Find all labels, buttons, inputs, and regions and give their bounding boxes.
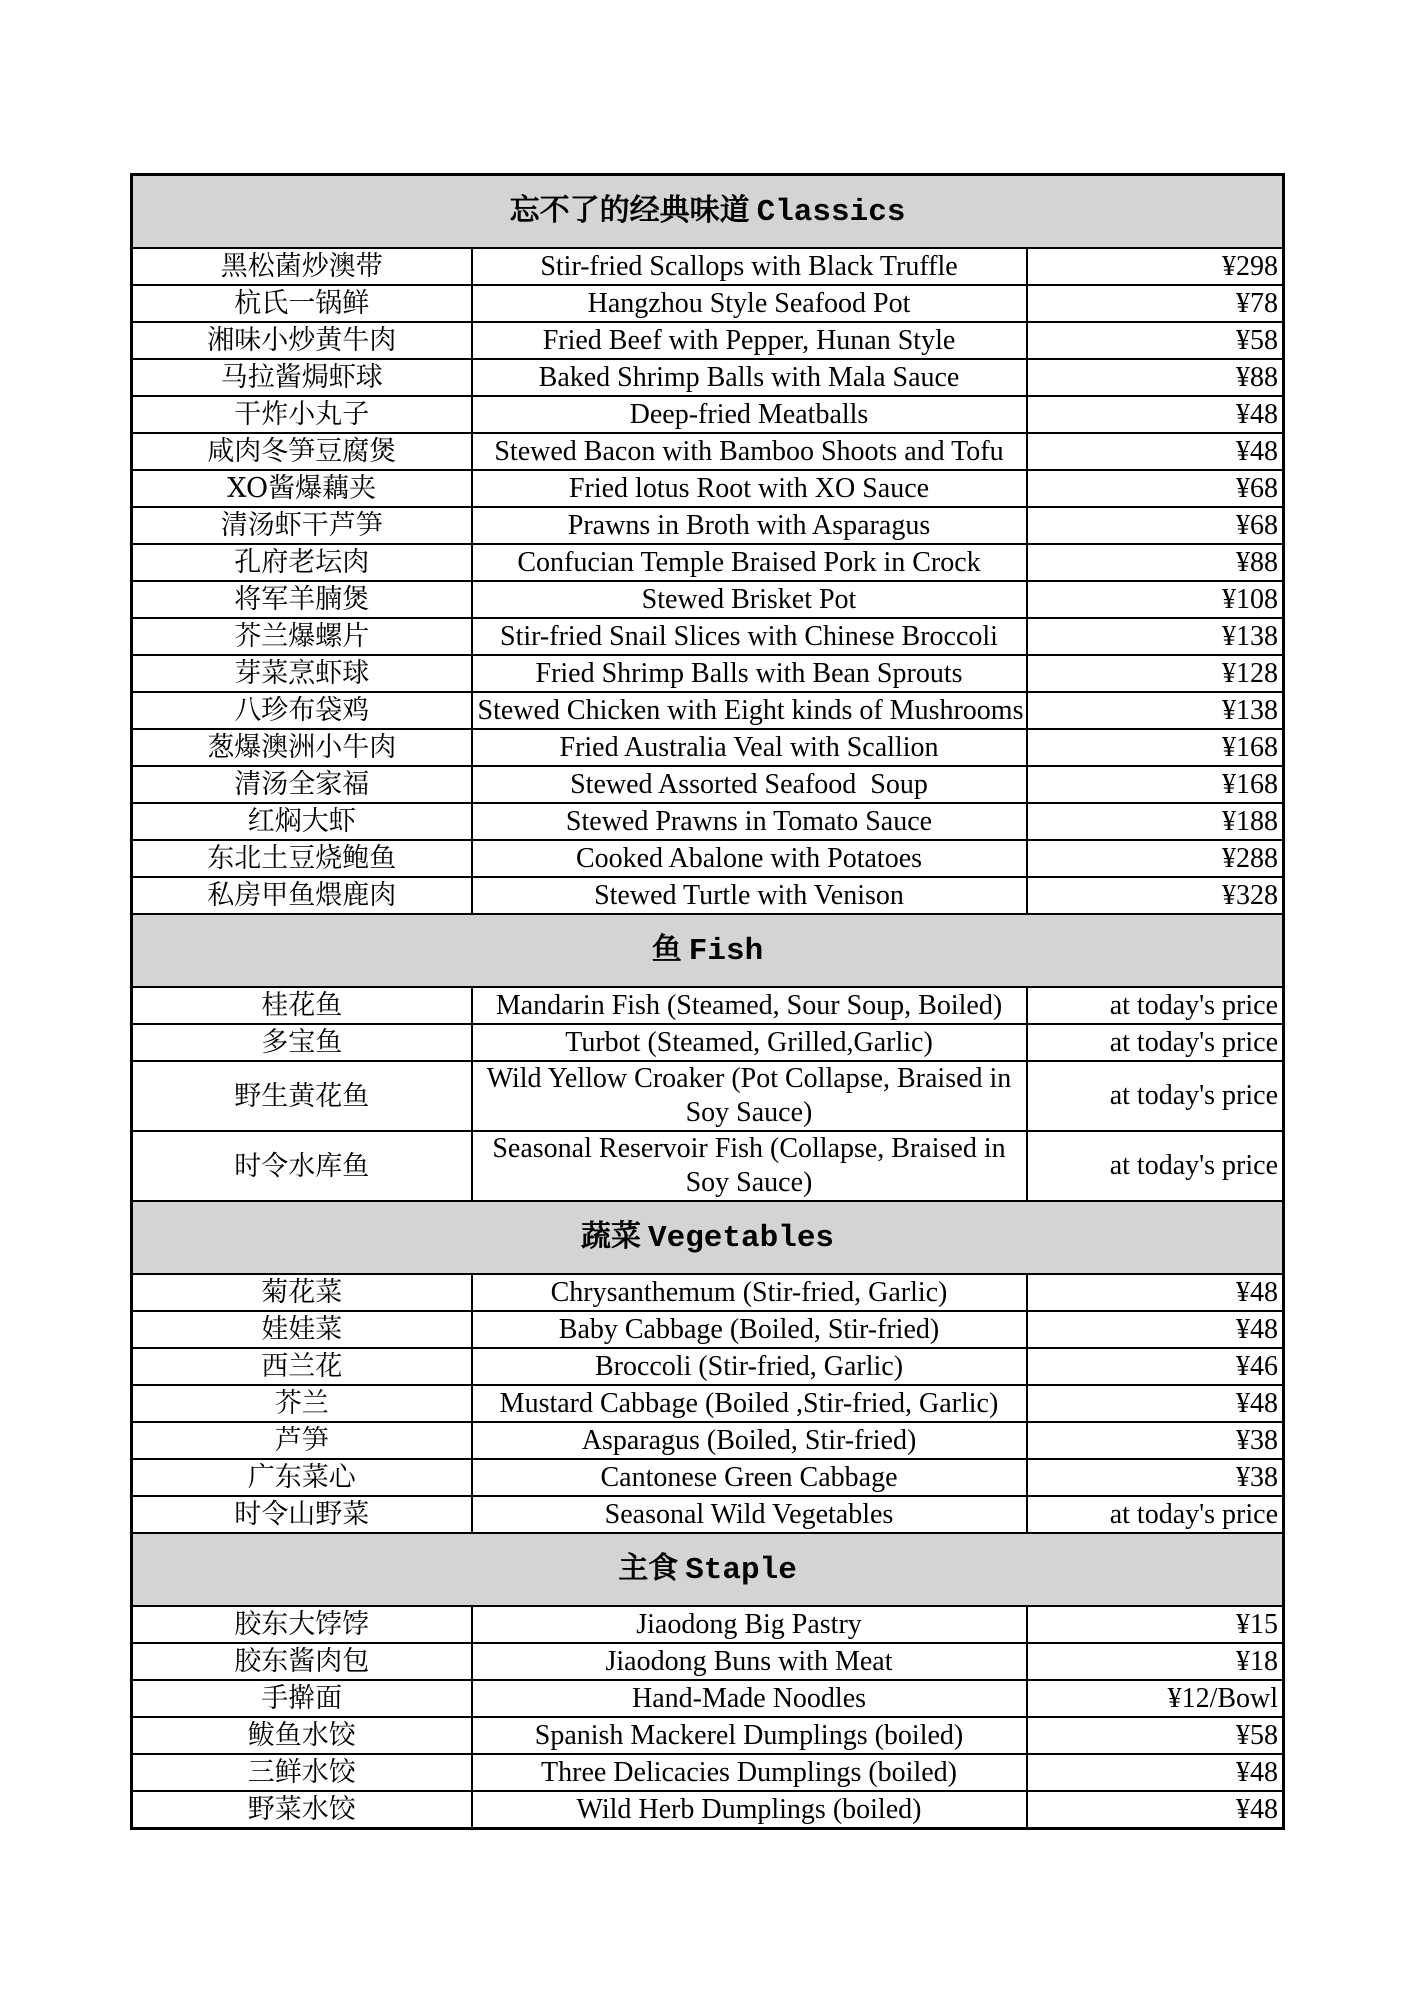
- menu-row: [132, 544, 1284, 581]
- section-header-cell: [132, 175, 1284, 249]
- dish-price: ¥15: [1027, 1606, 1284, 1643]
- section-title-en: Staple: [685, 1552, 797, 1588]
- dish-price: at today's price: [1027, 1024, 1284, 1061]
- menu-row: [132, 692, 1284, 729]
- menu-row: [132, 507, 1284, 544]
- menu-row: [132, 322, 1284, 359]
- dish-name-en: Fried lotus Root with XO Sauce: [472, 470, 1027, 507]
- dish-name-zh: 手擀面: [132, 1680, 472, 1717]
- dish-name-en: Baby Cabbage (Boiled, Stir-fried): [472, 1311, 1027, 1348]
- dish-name-zh: 东北土豆烧鲍鱼: [132, 840, 472, 877]
- section-header-vegetables: [132, 1201, 1284, 1274]
- dish-name-en: Stewed Assorted Seafood Soup: [472, 766, 1027, 803]
- dish-price: ¥58: [1027, 322, 1284, 359]
- dish-name-zh: 私房甲鱼煨鹿肉: [132, 877, 472, 914]
- dish-price: ¥48: [1027, 1791, 1284, 1829]
- dish-name-zh: 黑松菌炒澳带: [132, 248, 472, 285]
- dish-price: ¥12/Bowl: [1027, 1680, 1284, 1717]
- dish-name-zh: 西兰花: [132, 1348, 472, 1385]
- menu-row: [132, 1754, 1284, 1791]
- dish-name-en: Cantonese Green Cabbage: [472, 1459, 1027, 1496]
- dish-name-zh: 湘味小炒黄牛肉: [132, 322, 472, 359]
- dish-name-en: Three Delicacies Dumplings (boiled): [472, 1754, 1027, 1791]
- dish-price: ¥58: [1027, 1717, 1284, 1754]
- dish-name-zh: 时令山野菜: [132, 1496, 472, 1533]
- menu-row: [132, 877, 1284, 914]
- dish-name-en: Prawns in Broth with Asparagus: [472, 507, 1027, 544]
- dish-name-zh: 八珍布袋鸡: [132, 692, 472, 729]
- dish-name-zh: 三鲜水饺: [132, 1754, 472, 1791]
- menu-row: [132, 1385, 1284, 1422]
- dish-price: ¥188: [1027, 803, 1284, 840]
- dish-name-zh: 菊花菜: [132, 1274, 472, 1311]
- dish-name-zh: 芥兰: [132, 1385, 472, 1422]
- dish-name-en: Stewed Bacon with Bamboo Shoots and Tofu: [472, 433, 1027, 470]
- menu-row: [132, 359, 1284, 396]
- dish-price: ¥38: [1027, 1459, 1284, 1496]
- menu-row: [132, 618, 1284, 655]
- dish-name-zh: 胶东酱肉包: [132, 1643, 472, 1680]
- dish-price: ¥78: [1027, 285, 1284, 322]
- menu-row: [132, 987, 1284, 1024]
- menu-row: [132, 433, 1284, 470]
- dish-name-en: Wild Yellow Croaker (Pot Collapse, Braised in Soy Sauce): [472, 1061, 1027, 1131]
- dish-name-zh: 多宝鱼: [132, 1024, 472, 1061]
- dish-name-zh: 野菜水饺: [132, 1791, 472, 1829]
- dish-price: ¥88: [1027, 359, 1284, 396]
- dish-price: ¥328: [1027, 877, 1284, 914]
- section-header-cell: [132, 914, 1284, 987]
- menu-row: [132, 470, 1284, 507]
- dish-name-en: Broccoli (Stir-fried, Garlic): [472, 1348, 1027, 1385]
- dish-price: ¥128: [1027, 655, 1284, 692]
- dish-name-zh: 桂花鱼: [132, 987, 472, 1024]
- dish-price: ¥48: [1027, 1311, 1284, 1348]
- dish-name-en: Stewed Prawns in Tomato Sauce: [472, 803, 1027, 840]
- dish-name-zh: 清汤虾干芦笋: [132, 507, 472, 544]
- section-title-en: Classics: [756, 194, 906, 230]
- section-title-zh: 蔬菜: [581, 1218, 641, 1254]
- dish-name-zh: 广东菜心: [132, 1459, 472, 1496]
- dish-name-en: Confucian Temple Braised Pork in Crock: [472, 544, 1027, 581]
- dish-name-en: Fried Australia Veal with Scallion: [472, 729, 1027, 766]
- menu-row: [132, 248, 1284, 285]
- dish-price: ¥48: [1027, 433, 1284, 470]
- dish-name-en: Cooked Abalone with Potatoes: [472, 840, 1027, 877]
- dish-name-zh: 马拉酱焗虾球: [132, 359, 472, 396]
- menu-row: [132, 803, 1284, 840]
- section-title-zh: 鱼: [651, 931, 682, 967]
- dish-name-en: Seasonal Reservoir Fish (Collapse, Braised in Soy Sauce): [472, 1131, 1027, 1201]
- dish-price: ¥68: [1027, 470, 1284, 507]
- section-header-cell: [132, 1533, 1284, 1606]
- dish-name-zh: 孔府老坛肉: [132, 544, 472, 581]
- dish-name-en: Fried Shrimp Balls with Bean Sprouts: [472, 655, 1027, 692]
- menu-row: [132, 1606, 1284, 1643]
- dish-name-en: Mandarin Fish (Steamed, Sour Soup, Boiled): [472, 987, 1027, 1024]
- menu-row: [132, 1274, 1284, 1311]
- section-title-en: Fish: [688, 933, 764, 969]
- dish-name-en: Stir-fried Scallops with Black Truffle: [472, 248, 1027, 285]
- dish-name-en: Hangzhou Style Seafood Pot: [472, 285, 1027, 322]
- dish-name-zh: 芦笋: [132, 1422, 472, 1459]
- dish-price: ¥48: [1027, 1754, 1284, 1791]
- menu-row: [132, 1131, 1284, 1201]
- dish-price: ¥68: [1027, 507, 1284, 544]
- dish-price: ¥48: [1027, 396, 1284, 433]
- section-title-zh: 忘不了的经典味道: [509, 192, 750, 228]
- dish-name-en: Stewed Brisket Pot: [472, 581, 1027, 618]
- dish-name-en: Stir-fried Snail Slices with Chinese Broccoli: [472, 618, 1027, 655]
- dish-price: ¥288: [1027, 840, 1284, 877]
- dish-name-en: Seasonal Wild Vegetables: [472, 1496, 1027, 1533]
- dish-name-zh: 清汤全家福: [132, 766, 472, 803]
- dish-price: ¥138: [1027, 692, 1284, 729]
- dish-name-en: Fried Beef with Pepper, Hunan Style: [472, 322, 1027, 359]
- dish-name-en: Wild Herb Dumplings (boiled): [472, 1791, 1027, 1829]
- dish-price: ¥298: [1027, 248, 1284, 285]
- dish-name-zh: 咸肉冬笋豆腐煲: [132, 433, 472, 470]
- menu-row: [132, 766, 1284, 803]
- section-header-staple: [132, 1533, 1284, 1606]
- menu-row: [132, 729, 1284, 766]
- dish-name-en: Stewed Chicken with Eight kinds of Mushrooms: [472, 692, 1027, 729]
- dish-price: at today's price: [1027, 1131, 1284, 1201]
- dish-name-zh: 胶东大饽饽: [132, 1606, 472, 1643]
- dish-name-zh: 红焖大虾: [132, 803, 472, 840]
- menu-row: [132, 1680, 1284, 1717]
- dish-name-zh: 娃娃菜: [132, 1311, 472, 1348]
- dish-price: ¥46: [1027, 1348, 1284, 1385]
- menu-row: [132, 1024, 1284, 1061]
- menu-row: [132, 1459, 1284, 1496]
- menu-row: [132, 396, 1284, 433]
- dish-name-en: Stewed Turtle with Venison: [472, 877, 1027, 914]
- section-header-classics: [132, 175, 1284, 249]
- dish-price: at today's price: [1027, 1496, 1284, 1533]
- dish-price: ¥38: [1027, 1422, 1284, 1459]
- dish-name-en: Baked Shrimp Balls with Mala Sauce: [472, 359, 1027, 396]
- dish-name-en: Deep-fried Meatballs: [472, 396, 1027, 433]
- dish-name-en: Asparagus (Boiled, Stir-fried): [472, 1422, 1027, 1459]
- dish-price: ¥48: [1027, 1274, 1284, 1311]
- dish-name-en: Chrysanthemum (Stir-fried, Garlic): [472, 1274, 1027, 1311]
- dish-name-en: Hand-Made Noodles: [472, 1680, 1027, 1717]
- menu-row: [132, 1311, 1284, 1348]
- dish-name-zh: 干炸小丸子: [132, 396, 472, 433]
- dish-price: ¥108: [1027, 581, 1284, 618]
- menu-row: [132, 1061, 1284, 1131]
- section-header-cell: [132, 1201, 1284, 1274]
- dish-price: ¥88: [1027, 544, 1284, 581]
- menu-row: [132, 1422, 1284, 1459]
- dish-name-zh: 将军羊腩煲: [132, 581, 472, 618]
- menu-row: [132, 1348, 1284, 1385]
- menu-row: [132, 1717, 1284, 1754]
- dish-price: ¥48: [1027, 1385, 1284, 1422]
- menu-table: [130, 173, 1285, 1830]
- dish-name-zh: 鲅鱼水饺: [132, 1717, 472, 1754]
- section-title-en: Vegetables: [648, 1220, 835, 1256]
- menu-row: [132, 1496, 1284, 1533]
- menu-row: [132, 1643, 1284, 1680]
- dish-name-en: Turbot (Steamed, Grilled,Garlic): [472, 1024, 1027, 1061]
- dish-name-en: Jiaodong Buns with Meat: [472, 1643, 1027, 1680]
- dish-name-en: Spanish Mackerel Dumplings (boiled): [472, 1717, 1027, 1754]
- dish-price: ¥168: [1027, 729, 1284, 766]
- dish-name-en: Jiaodong Big Pastry: [472, 1606, 1027, 1643]
- dish-name-zh: 野生黄花鱼: [132, 1061, 472, 1131]
- dish-name-zh: 葱爆澳洲小牛肉: [132, 729, 472, 766]
- menu-row: [132, 1791, 1284, 1829]
- dish-name-zh: 时令水库鱼: [132, 1131, 472, 1201]
- section-header-fish: [132, 914, 1284, 987]
- dish-name-en: Mustard Cabbage (Boiled ,Stir-fried, Garlic): [472, 1385, 1027, 1422]
- menu-row: [132, 840, 1284, 877]
- dish-name-zh: 芥兰爆螺片: [132, 618, 472, 655]
- menu-row: [132, 581, 1284, 618]
- dish-price: ¥138: [1027, 618, 1284, 655]
- dish-price: ¥18: [1027, 1643, 1284, 1680]
- dish-name-zh: 芽菜烹虾球: [132, 655, 472, 692]
- dish-name-zh: 杭氏一锅鲜: [132, 285, 472, 322]
- dish-name-zh: XO酱爆藕夹: [132, 470, 472, 507]
- menu-row: [132, 285, 1284, 322]
- dish-price: ¥168: [1027, 766, 1284, 803]
- section-title-zh: 主食: [618, 1550, 679, 1586]
- menu-row: [132, 655, 1284, 692]
- dish-price: at today's price: [1027, 987, 1284, 1024]
- dish-price: at today's price: [1027, 1061, 1284, 1131]
